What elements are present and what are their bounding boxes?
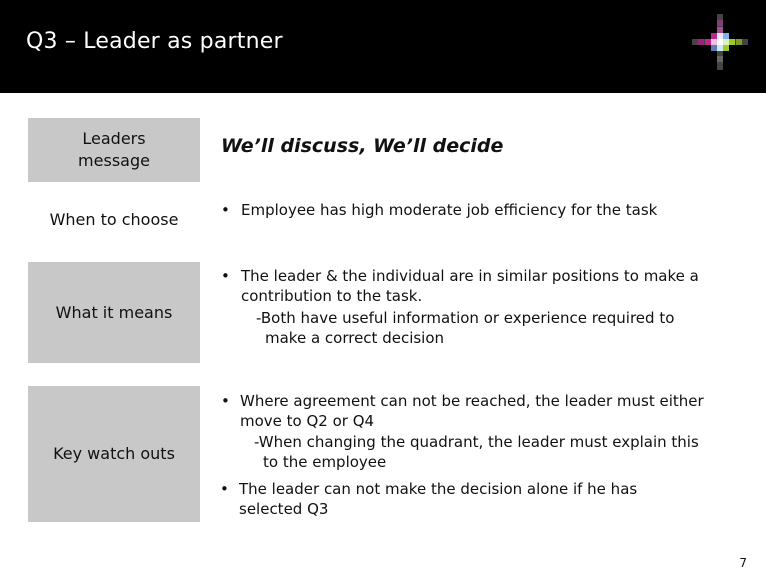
leaders-message-content: We’ll discuss, We’ll decide — [221, 135, 504, 157]
key-watch-outs-bullet1-line1: Where agreement can not be reached, the leader must either — [240, 392, 704, 410]
what-it-means-label — [28, 262, 200, 363]
slide-title: Q3 – Leader as partner — [26, 29, 283, 54]
what-it-means-sub-line1: -Both have useful information or experience required to — [256, 309, 675, 327]
bullet-dot: • — [220, 480, 229, 498]
key-watch-outs-label — [28, 386, 200, 522]
what-it-means-bullet-line2: contribution to the task. — [241, 287, 423, 305]
page-number: 7 — [739, 556, 747, 570]
key-watch-outs-sub-line1: -When changing the quadrant, the leader must explain this — [254, 433, 699, 451]
what-it-means-bullet-line1: The leader & the individual are in similar positions to make a — [241, 267, 699, 285]
leaders-message-label-line1: Leaders — [82, 129, 146, 148]
bullet-dot: • — [221, 392, 230, 410]
when-to-choose-label — [28, 198, 200, 242]
bullet-dot: • — [221, 267, 230, 285]
title-bar — [0, 0, 766, 93]
key-watch-outs-sub-line2: to the employee — [263, 453, 387, 471]
key-watch-outs-bullet1-line2: move to Q2 or Q4 — [240, 412, 375, 430]
leaders-message-label — [28, 118, 200, 182]
sparkle-logo-icon — [692, 14, 748, 70]
key-watch-outs-bullet2-line2: selected Q3 — [239, 500, 329, 518]
key-watch-outs-bullet2-line1: The leader can not make the decision alone if he has — [239, 480, 638, 498]
key-watch-outs-label-text: Key watch outs — [53, 444, 175, 463]
what-it-means-sub-line2: make a correct decision — [265, 329, 445, 347]
bullet-dot: • — [221, 201, 230, 219]
leaders-message-label-line2: message — [78, 151, 150, 170]
what-it-means-label-text: What it means — [55, 302, 173, 322]
when-to-choose-label-text: When to choose — [49, 210, 179, 229]
when-to-choose-bullet-text: Employee has high moderate job efficiency for the task — [241, 201, 658, 219]
